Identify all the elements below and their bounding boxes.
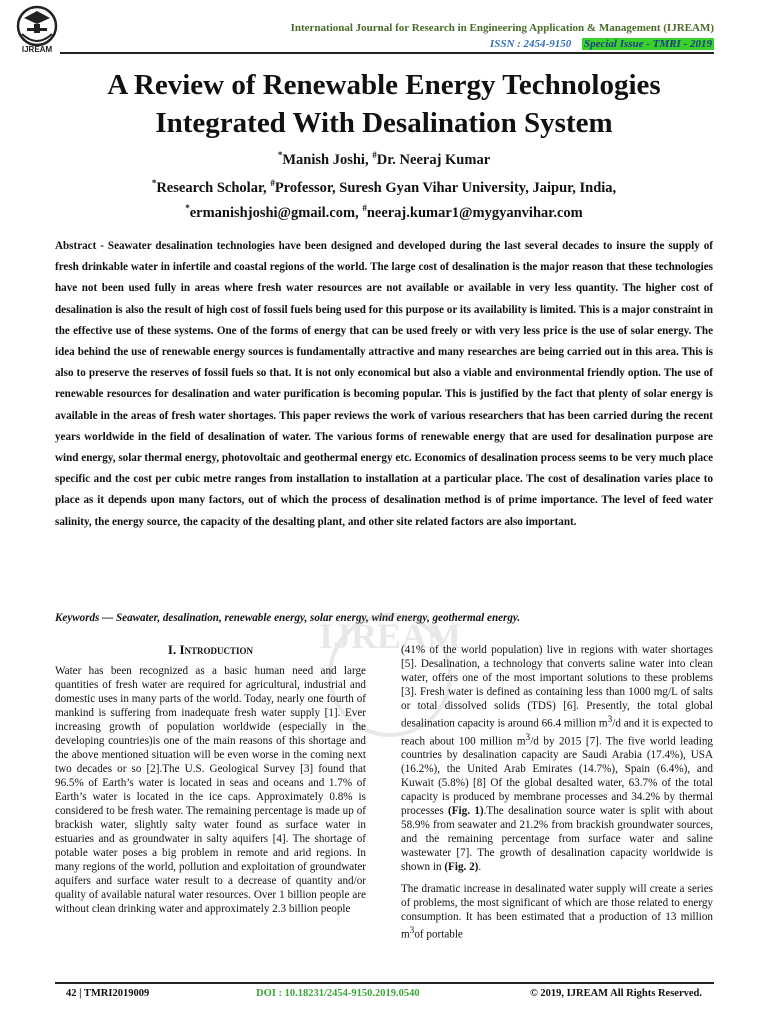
special-issue-badge: Special Issue - TMRI - 2019 (583, 38, 712, 50)
title-line-1: A Review of Renewable Energy Technologies (107, 69, 661, 101)
keywords: Keywords — Seawater, desalination, renewable energy, solar energy, wind energy, geothermal energy. (55, 612, 521, 624)
author-emails: *ermanishjoshi@gmail.com, #neeraj.kumar1@mygyanvihar.com (185, 203, 583, 221)
copyright: © 2019, IJREAM All Rights Reserved. (529, 988, 702, 999)
header-divider (60, 52, 714, 54)
author-1: Manish Joshi, (282, 151, 373, 168)
email-2: neeraj.kumar1@mygyanvihar.com (366, 204, 583, 221)
fig-2-ref[interactable]: (Fig. 2) (444, 861, 479, 874)
section-heading-introduction: I. Introduction (167, 642, 254, 657)
affiliation: *Research Scholar, #Professor, Suresh Gyan Vihar University, Jaipur, India, (151, 178, 617, 196)
right-column (401, 643, 713, 950)
doi-link[interactable]: DOI : 10.18231/2454-9150.2019.0540 (256, 988, 420, 999)
paper-title (40, 66, 728, 142)
page-number: 42 | TMRI2019009 (66, 988, 150, 999)
journal-name: International Journal for Research in Engineering Application & Management (IJREAM) (290, 22, 714, 34)
svg-text:IJREAM: IJREAM (319, 616, 461, 656)
authors: *Manish Joshi, #Dr. Neeraj Kumar (277, 150, 491, 168)
abstract: Abstract - Seawater desalination technologies have been designed and developed during the last several decades to insure the supply of fresh drinkable water in infertile and coastal regions of the world. The large cost of desalination is the major reason that these technologies have not been used fully in areas where fresh water resources are not available or available in very less quantity. The higher cost of desalination is also the result of high cost of fossil fuels being used for this purpose or its availability is limited. This is a major constraint in the effective use of these systems. One of the forms of energy that can be used freely or with very less price is the use of solar energy. The idea behind the use of renewable energy sources is fundamentally attractive and many researches are being carried out in this area. This is also to preserve the reserves of fossil fuels so that. It is not only economical but also a viable and environmental friendly option. The use of renewable resources for desalination and water purification is becoming popular. This is justified by the fact that plenty of solar energy is available in the areas of fresh water shortages. This paper reviews the work of various researchers that has been carried during the recent years worldwide in the field of desalination of water. The various forms of renewable energy that are used for desalination purpose are wind energy, solar thermal energy, photovoltaic and geothermal energy etc. Economics of desalination process seems to be very much place specific and the cost per cubic metre ranges from installation to installation at a particular place. The cost of desalination varies place to place as it depends upon many factors, out of which the process of desalination method is of prime importance. The level of feed water salinity, the energy source, the capacity of the desalting plant, and other site related factors are also important. (55, 240, 713, 528)
title-line-2: Integrated With Desalination System (155, 107, 613, 139)
svg-text:IJREAM: IJREAM (21, 45, 53, 54)
journal-logo (14, 4, 60, 54)
intro-paragraph-1: Water has been recognized as a basic human need and large quantities of fresh water are required for agricultural, industrial and domestic uses in many parts of the world. Today, nearly one fourth of mankind is suffering from inadequate fresh water supply [1]. Ever increasing growth of population worldwide (especially in the developing countries)is one of the main reasons of this shortage and the above mentioned situation will be even worse in the coming next two decades or so [2].The U.S. Geological Survey [3] found that 96.5% of Earth’s water is located in seas and oceans and 1.7% of Earth’s water is located in the ice caps. Approximately 0.8% is considered to be fresh water. The remaining percentage is made up of brackish water, slightly salty water found as surface water in estuaries and as groundwater in salty aquifers [4]. The shortage of potable water poses a big problem in remote and arid regions. In many regions of the world, pollution and exploitation of groundwater aquifers and surface water result to a decrease of quantity and/or quality of available natural water resources. Over 1 billion people are without clean drinking water and approximately 2.3 billion people (55, 665, 366, 915)
issn: ISSN : 2454-9150 (489, 38, 572, 50)
footer-divider (55, 982, 714, 984)
author-2: Dr. Neeraj Kumar (376, 151, 491, 168)
issn-line (490, 38, 714, 50)
email-1: ermanishjoshi@gmail.com, (189, 204, 363, 221)
intro-paragraph-2: (41% of the world population) live in regions with water shortages [5]. Desalination, a technology that converts saline water into clean water, offers one of the most important solutions to these problems [3]. Fresh water is defined as containing less than 1000 mg/L of salts or total dissolved solids (TDS) [6]. Presently, the total global desalination capacity is around 66.4 million $m^3/d$ and it is expected to reach about 100 million $m^3/d$ by 2015 [7]. The five world leading countries by desalination capacity are Saudi Arabia (17.4%), USA (16.2%), the United Arab Emirates (14.7%), Spain (6.4%), and Kuwait (5.8%) [8] Of the global desalted water, 63.7% of the total capacity is produced by membrane processes and 34.2% by thermal processes (Fig. 1).The desalination source water is split with about 58.9% from seawater and 21.2% from brackish groundwater sources, and the remaining percentage from surface water and saline wastewater [7]. The growth of desalination capacity worldwide is shown in (Fig. 2). (401, 644, 713, 874)
left-column (55, 664, 366, 924)
intro-paragraph-3: The dramatic increase in desalinated water supply will create a series of problems, the most significant of which are those related to energy consumption. It has been estimated that a production of 13 million $m^3of$ portable (401, 883, 713, 942)
fig-1-ref[interactable]: (Fig. 1) (448, 805, 484, 818)
